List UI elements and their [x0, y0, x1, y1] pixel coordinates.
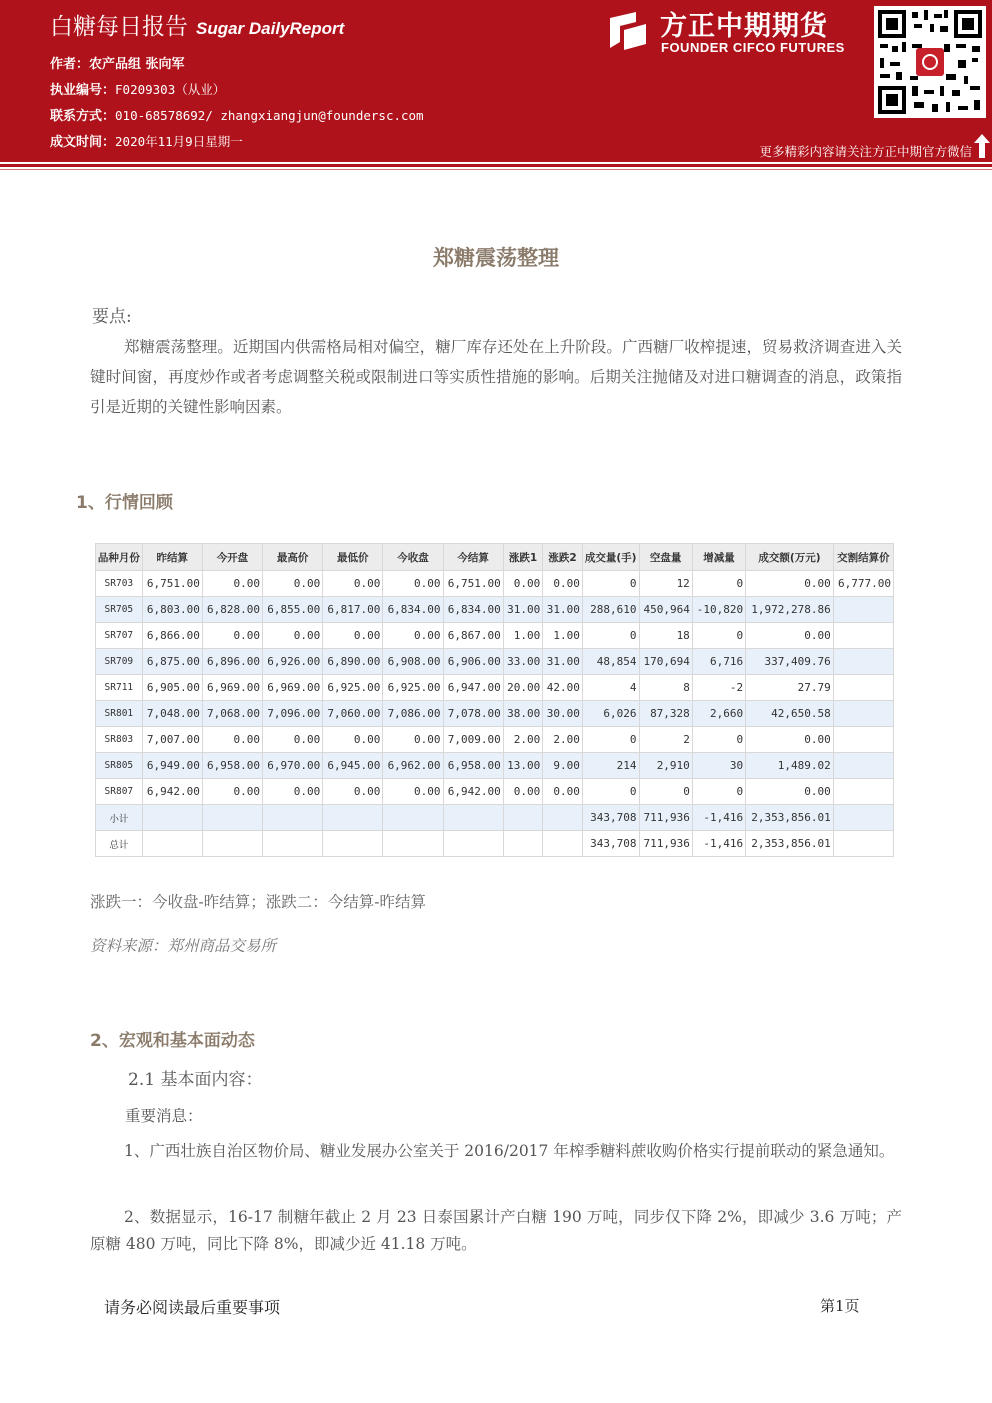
table-row [96, 649, 894, 675]
header-divider-thin [0, 169, 992, 170]
table-cell: 214 [582, 753, 639, 779]
contract-cell: SR807 [96, 779, 143, 805]
table-cell [202, 805, 262, 831]
table-cell: 2,660 [692, 701, 745, 727]
contract-cell: 总计 [96, 831, 143, 857]
table-cell: 6,905.00 [142, 675, 202, 701]
table-cell: 33.00 [503, 649, 543, 675]
table-cell: 343,708 [582, 831, 639, 857]
column-header: 涨跌1 [503, 544, 543, 571]
table-cell: 9.00 [543, 753, 583, 779]
table-cell: 1.00 [503, 623, 543, 649]
table-row [96, 753, 894, 779]
table-cell [383, 831, 443, 857]
table-row [96, 727, 894, 753]
table-cell: 6,834.00 [443, 597, 503, 623]
table-cell [833, 701, 893, 727]
table-cell: 0.00 [543, 571, 583, 597]
table-body [96, 571, 894, 857]
document-title: 郑糖震荡整理 [433, 246, 559, 270]
table-cell [323, 831, 383, 857]
table-cell: 31.00 [543, 597, 583, 623]
qr-code-icon[interactable] [874, 6, 986, 118]
table-cell: 6,969.00 [263, 675, 323, 701]
table-cell: -10,820 [692, 597, 745, 623]
license-line: 执业编号：F0209303（从业） [50, 82, 226, 98]
table-cell: 2 [639, 727, 692, 753]
table-cell [142, 805, 202, 831]
table-cell: 6,751.00 [142, 571, 202, 597]
section-macro-fundamentals: 2、宏观和基本面动态 [90, 1031, 255, 1051]
contract-cell: SR709 [96, 649, 143, 675]
contract-cell: SR705 [96, 597, 143, 623]
table-cell [833, 727, 893, 753]
news-label: 重要消息： [125, 1107, 203, 1125]
table-cell [383, 805, 443, 831]
table-cell: 711,936 [639, 805, 692, 831]
table-cell: -2 [692, 675, 745, 701]
table-cell: 27.79 [746, 675, 834, 701]
table-cell: 7,048.00 [142, 701, 202, 727]
table-cell: 6,855.00 [263, 597, 323, 623]
table-cell: 12 [639, 571, 692, 597]
table-cell: 6,906.00 [443, 649, 503, 675]
table-row [96, 805, 894, 831]
table-cell: 6,942.00 [443, 779, 503, 805]
table-cell: 20.00 [503, 675, 543, 701]
logo-text-cn: 方正中期期货 [660, 11, 828, 42]
table-cell: 0.00 [263, 727, 323, 753]
table-cell: 6,751.00 [443, 571, 503, 597]
keypoints-label: 要点: [92, 307, 132, 327]
table-cell: 170,694 [639, 649, 692, 675]
table-cell: 7,068.00 [202, 701, 262, 727]
table-cell: 2.00 [543, 727, 583, 753]
table-cell: 0.00 [323, 779, 383, 805]
follow-wechat-text: 更多精彩内容请关注方正中期官方微信 [759, 144, 972, 159]
table-cell [833, 675, 893, 701]
table-cell: 0 [692, 623, 745, 649]
table-cell: 2,910 [639, 753, 692, 779]
news-item-1: 1、广西壮族自治区物价局、糖业发展办公室关于 2016/2017 年榨季糖料蔗收购价格实行提前联动的紧急通知。 [124, 1142, 895, 1160]
table-cell: 6,926.00 [263, 649, 323, 675]
table-cell: 0.00 [202, 727, 262, 753]
table-cell: 6,958.00 [202, 753, 262, 779]
table-cell: 4 [582, 675, 639, 701]
table-cell: 0.00 [383, 623, 443, 649]
table-cell: 0.00 [383, 727, 443, 753]
table-row [96, 571, 894, 597]
table-cell: 0.00 [383, 571, 443, 597]
table-cell: 0.00 [202, 571, 262, 597]
table-cell: 6,026 [582, 701, 639, 727]
table-cell: 30 [692, 753, 745, 779]
table-cell: 0.00 [323, 727, 383, 753]
table-row [96, 597, 894, 623]
table-cell: 0 [582, 727, 639, 753]
table-row [96, 779, 894, 805]
table-cell: 48,854 [582, 649, 639, 675]
market-quote-table [95, 543, 894, 857]
contract-cell: SR711 [96, 675, 143, 701]
table-cell: 6,803.00 [142, 597, 202, 623]
table-cell: 7,060.00 [323, 701, 383, 727]
column-header: 最低价 [323, 544, 383, 571]
contract-cell: SR805 [96, 753, 143, 779]
table-cell [833, 831, 893, 857]
table-cell: 0 [692, 779, 745, 805]
table-cell: 0.00 [543, 779, 583, 805]
table-cell: 42,650.58 [746, 701, 834, 727]
table-cell: 7,096.00 [263, 701, 323, 727]
table-cell: 0.00 [746, 727, 834, 753]
table-cell: 1,489.02 [746, 753, 834, 779]
contract-cell: SR803 [96, 727, 143, 753]
contract-cell: SR707 [96, 623, 143, 649]
table-cell: 0.00 [263, 571, 323, 597]
table-cell: 2,353,856.01 [746, 831, 834, 857]
table-cell: 6,942.00 [142, 779, 202, 805]
table-cell: 337,409.76 [746, 649, 834, 675]
table-cell: 6,866.00 [142, 623, 202, 649]
table-cell: 6,925.00 [383, 675, 443, 701]
table-cell: 0.00 [746, 779, 834, 805]
column-header: 昨结算 [142, 544, 202, 571]
news-item-2: 2、数据显示，16-17 制糖年截止 2 月 23 日泰国累计产白糖 190 万吨，同步仅下降 2%，即减少 3.6 万吨；产原糖 480 万吨，同比下降 8%，即减少近 41.18 万吨。 [90, 1208, 902, 1253]
author-line: 作者：农产品组 张向军 [50, 57, 185, 72]
table-cell: 6,958.00 [443, 753, 503, 779]
table-cell: 0.00 [323, 571, 383, 597]
founder-logo-icon [606, 8, 650, 52]
table-cell: 7,007.00 [142, 727, 202, 753]
keypoints-paragraph: 郑糖震荡整理。近期国内供需格局相对偏空，糖厂库存还处在上升阶段。广西糖厂收榨提速，贸易救济调查进入关键时间窗，再度炒作或者考虑调整关税或限制进口等实质性措施的影响。后期关注抛储及对进口糖调查的消息，政策指引是近期的关键性影响因素。 [90, 338, 902, 416]
table-cell: 450,964 [639, 597, 692, 623]
header-divider [0, 164, 992, 167]
table-cell: 6,828.00 [202, 597, 262, 623]
column-header: 成交量(手) [582, 544, 639, 571]
table-cell [503, 831, 543, 857]
table-row [96, 675, 894, 701]
table-cell: 6,970.00 [263, 753, 323, 779]
table-cell: 87,328 [639, 701, 692, 727]
page-number: 第1页 [820, 1297, 860, 1315]
table-cell [543, 805, 583, 831]
section-market-review: 1、行情回顾 [76, 493, 173, 513]
table-cell: 0.00 [383, 779, 443, 805]
table-cell: 31.00 [503, 597, 543, 623]
table-cell: 6,896.00 [202, 649, 262, 675]
table-cell: 6,945.00 [323, 753, 383, 779]
table-cell [833, 753, 893, 779]
table-cell: 6,947.00 [443, 675, 503, 701]
table-row [96, 623, 894, 649]
table-cell: 6,716 [692, 649, 745, 675]
column-header: 增减量 [692, 544, 745, 571]
table-cell: 0 [692, 727, 745, 753]
table-cell [543, 831, 583, 857]
table-cell [323, 805, 383, 831]
table-cell: 6,890.00 [323, 649, 383, 675]
table-cell: 6,925.00 [323, 675, 383, 701]
table-cell [833, 649, 893, 675]
table-cell: 0.00 [503, 779, 543, 805]
table-cell: 0 [582, 571, 639, 597]
table-cell: 1,972,278.86 [746, 597, 834, 623]
table-cell: 1.00 [543, 623, 583, 649]
date-line: 成文时间：2020年11月9日星期一 [50, 134, 243, 150]
table-row [96, 701, 894, 727]
table-cell: 711,936 [639, 831, 692, 857]
table-cell: 8 [639, 675, 692, 701]
table-cell: 6,875.00 [142, 649, 202, 675]
table-cell [263, 831, 323, 857]
table-cell: 6,908.00 [383, 649, 443, 675]
column-header: 交割结算价 [833, 544, 893, 571]
table-cell [443, 805, 503, 831]
data-source: 资料来源：郑州商品交易所 [90, 937, 277, 955]
table-header-row [96, 544, 894, 571]
table-cell: 0 [582, 623, 639, 649]
table-cell: 2,353,856.01 [746, 805, 834, 831]
table-cell: 30.00 [543, 701, 583, 727]
column-header: 涨跌2 [543, 544, 583, 571]
column-header: 今结算 [443, 544, 503, 571]
column-header: 品种月份 [96, 544, 143, 571]
table-cell: 13.00 [503, 753, 543, 779]
table-cell: 0 [582, 779, 639, 805]
table-cell: 0.00 [323, 623, 383, 649]
table-note: 涨跌一：今收盘-昨结算；涨跌二：今结算-昨结算 [90, 893, 426, 911]
table-cell: 31.00 [543, 649, 583, 675]
contract-cell: SR801 [96, 701, 143, 727]
contract-cell: 小计 [96, 805, 143, 831]
table-cell: 288,610 [582, 597, 639, 623]
table-cell: 0.00 [202, 623, 262, 649]
table-cell: 18 [639, 623, 692, 649]
contact-line[interactable]: 联系方式：010-68578692/ zhangxiangjun@foundersc.com [50, 108, 424, 124]
table-cell: 2.00 [503, 727, 543, 753]
table-cell [202, 831, 262, 857]
table-cell: 6,834.00 [383, 597, 443, 623]
table-cell: 7,086.00 [383, 701, 443, 727]
table-cell: 0 [692, 571, 745, 597]
table-cell: -1,416 [692, 831, 745, 857]
contract-cell: SR703 [96, 571, 143, 597]
table-cell: 6,777.00 [833, 571, 893, 597]
table-cell: 6,949.00 [142, 753, 202, 779]
column-header: 今开盘 [202, 544, 262, 571]
column-header: 今收盘 [383, 544, 443, 571]
table-cell: 7,009.00 [443, 727, 503, 753]
logo-text-en: FOUNDER CIFCO FUTURES [661, 40, 845, 55]
arrow-up-icon [974, 134, 990, 158]
table-cell [833, 597, 893, 623]
table-cell [833, 805, 893, 831]
table-cell: 343,708 [582, 805, 639, 831]
table-cell [142, 831, 202, 857]
table-cell: 6,969.00 [202, 675, 262, 701]
report-title: 白糖每日报告 Sugar DailyReport [50, 14, 345, 40]
table-cell [833, 779, 893, 805]
table-cell: 0.00 [746, 623, 834, 649]
table-cell [833, 623, 893, 649]
report-title-en: Sugar DailyReport [196, 19, 345, 38]
table-cell: 0.00 [263, 779, 323, 805]
subsection-fundamentals: 2.1 基本面内容： [128, 1070, 263, 1090]
table-cell: 6,867.00 [443, 623, 503, 649]
table-cell: 6,962.00 [383, 753, 443, 779]
table-cell [443, 831, 503, 857]
table-cell: -1,416 [692, 805, 745, 831]
column-header: 成交额(万元) [746, 544, 834, 571]
table-cell: 0.00 [202, 779, 262, 805]
table-cell: 7,078.00 [443, 701, 503, 727]
table-row [96, 831, 894, 857]
table-cell: 0.00 [503, 571, 543, 597]
footer-notice: 请务必阅读最后重要事项 [104, 1298, 281, 1317]
table-cell [503, 805, 543, 831]
table-cell [263, 805, 323, 831]
table-cell: 6,817.00 [323, 597, 383, 623]
table-cell: 42.00 [543, 675, 583, 701]
column-header: 最高价 [263, 544, 323, 571]
column-header: 空盘量 [639, 544, 692, 571]
table-cell: 0 [639, 779, 692, 805]
table-cell: 38.00 [503, 701, 543, 727]
table-cell: 0.00 [263, 623, 323, 649]
table-cell: 0.00 [746, 571, 834, 597]
